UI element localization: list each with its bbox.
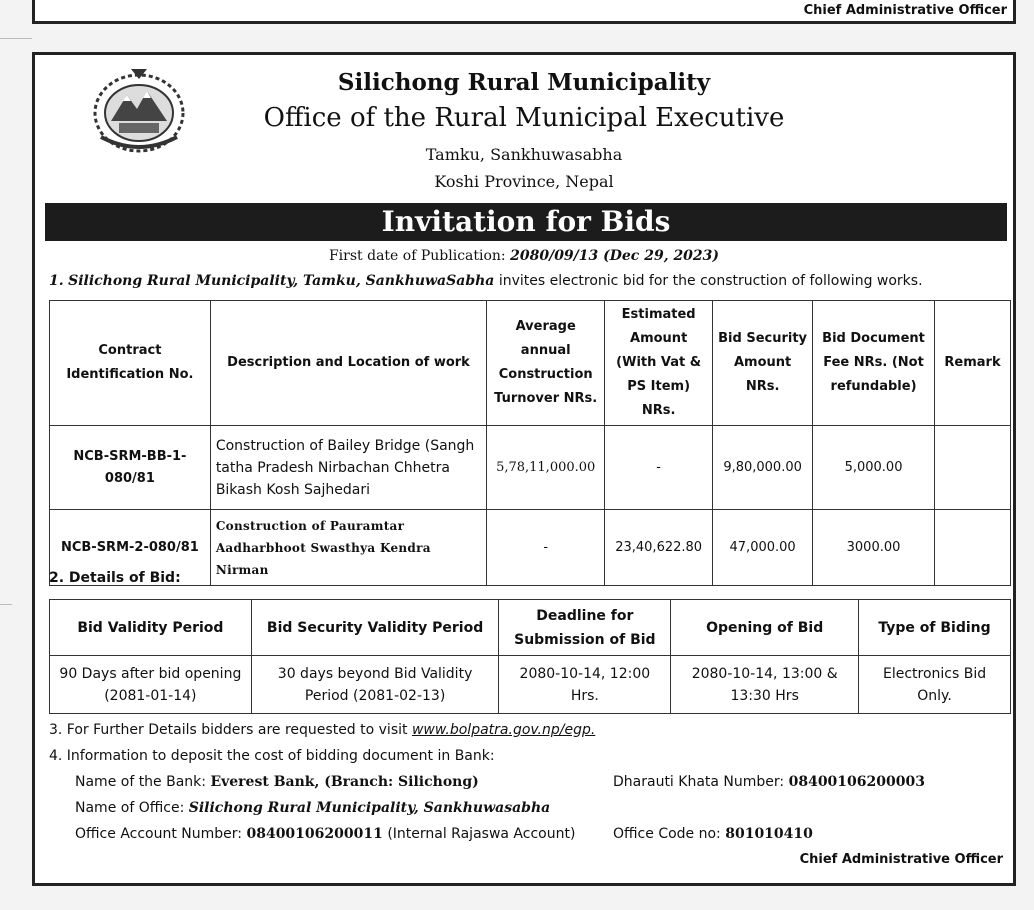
khata-value: 08400106200003 (788, 774, 925, 790)
bank-name-label: Name of the Bank: (75, 774, 207, 790)
divider (0, 604, 12, 605)
column-header: Description and Location of work (210, 301, 486, 426)
khata-label: Dharauti Khata Number: (613, 774, 785, 790)
estimated-amount: 23,40,622.80 (605, 510, 713, 586)
point-3-text: 3. For Further Details bidders are requested to visit (49, 722, 408, 738)
table-header-row (50, 301, 1011, 426)
document-fee: 3000.00 (813, 510, 935, 586)
works-table (49, 300, 1011, 586)
previous-notice-fragment (32, 0, 1016, 24)
document-fee: 5,000.00 (813, 426, 935, 510)
publication-date (35, 248, 1013, 264)
office-name: Office of the Rural Municipal Executive (263, 103, 785, 133)
account-label: Office Account Number: (75, 826, 243, 842)
bid-details-table (49, 599, 1011, 714)
point-1-text: invites electronic bid for the construction of following works. (498, 273, 923, 289)
column-header: Deadline for Submission of Bid (499, 600, 671, 656)
column-header: Bid Security Amount NRs. (713, 301, 813, 426)
column-header: Type of Biding (859, 600, 1011, 656)
address-line-2: Koshi Province, Nepal (434, 172, 614, 191)
bidding-type: Electronics Bid Only. (859, 656, 1011, 714)
security-validity-period: 30 days beyond Bid Validity Period (2081-02-13) (251, 656, 499, 714)
estimated-amount: - (605, 426, 713, 510)
divider (0, 38, 32, 39)
office-name-value: Silichong Rural Municipality, Sankhuwasabha (188, 800, 551, 816)
column-header: Remark (934, 301, 1010, 426)
bidding-entity: Silichong Rural Municipality, Tamku, SankhuwaSabha (68, 273, 495, 289)
municipality-name: Silichong Rural Municipality (337, 69, 711, 96)
office-name-label: Name of Office: (75, 800, 185, 816)
contract-id: NCB-SRM-2-080/81 (50, 510, 211, 586)
table-header-row (50, 600, 1011, 656)
office-code (613, 826, 813, 842)
work-description: Construction of Pauramtar Aadharbhoot Swasthya Kendra Nirman (210, 510, 486, 586)
bid-opening: 2080-10-14, 13:00 & 13:30 Hrs (671, 656, 859, 714)
point-4: 4. Information to deposit the cost of bidding document in Bank: (49, 748, 495, 764)
column-header: Contract Identification No. (50, 301, 211, 426)
bid-security-amount: 9,80,000.00 (713, 426, 813, 510)
account-number (75, 826, 575, 842)
bank-name (75, 774, 479, 790)
point-1 (49, 273, 923, 289)
bid-validity-period: 90 Days after bid opening (2081-01-14) (50, 656, 252, 714)
contract-id: NCB-SRM-BB-1-080/81 (50, 426, 211, 510)
work-description: Construction of Bailey Bridge (Sangh tatha Pradesh Nirbachan Chhetra Bikash Kosh Sajhedari (210, 426, 486, 510)
address-line-1: Tamku, Sankhuwasabha (425, 145, 623, 164)
turnover-amount: - (487, 510, 605, 586)
office-name-line (75, 800, 550, 816)
publication-label: First date of Publication: (328, 248, 506, 264)
column-header: Average annual Construction Turnover NRs. (487, 301, 605, 426)
point-1-number: 1. (49, 273, 64, 289)
bolpatra-link[interactable]: www.bolpatra.gov.np/egp. (411, 722, 596, 738)
column-header: Bid Document Fee NRs. (Not refundable) (813, 301, 935, 426)
table-row (50, 656, 1011, 714)
bid-notice (32, 52, 1016, 886)
notice-title: Invitation for Bids (45, 203, 1007, 241)
bid-security-amount: 47,000.00 (713, 510, 813, 586)
remark (934, 510, 1010, 586)
publication-value: 2080/09/13 (Dec 29, 2023) (510, 248, 720, 264)
table-row (50, 426, 1011, 510)
signature: Chief Administrative Officer (799, 852, 1003, 867)
office-code-label: Office Code no: (613, 826, 721, 842)
column-header: Estimated Amount (With Vat & PS Item) NRs. (605, 301, 713, 426)
account-value: 08400106200011 (246, 826, 383, 842)
submission-deadline: 2080-10-14, 12:00 Hrs. (499, 656, 671, 714)
column-header: Bid Validity Period (50, 600, 252, 656)
account-note: (Internal Rajaswa Account) (387, 826, 576, 842)
khata-number (613, 774, 925, 790)
table-row (50, 510, 1011, 586)
point-3 (49, 722, 595, 738)
top-signature: Chief Administrative Officer (803, 3, 1007, 18)
column-header: Opening of Bid (671, 600, 859, 656)
column-header: Bid Security Validity Period (251, 600, 499, 656)
turnover-amount: 5,78,11,000.00 (487, 426, 605, 510)
details-heading: 2. Details of Bid: (49, 570, 181, 586)
office-code-value: 801010410 (725, 826, 813, 842)
remark (934, 426, 1010, 510)
bank-name-value: Everest Bank, (Branch: Silichong) (210, 774, 479, 790)
